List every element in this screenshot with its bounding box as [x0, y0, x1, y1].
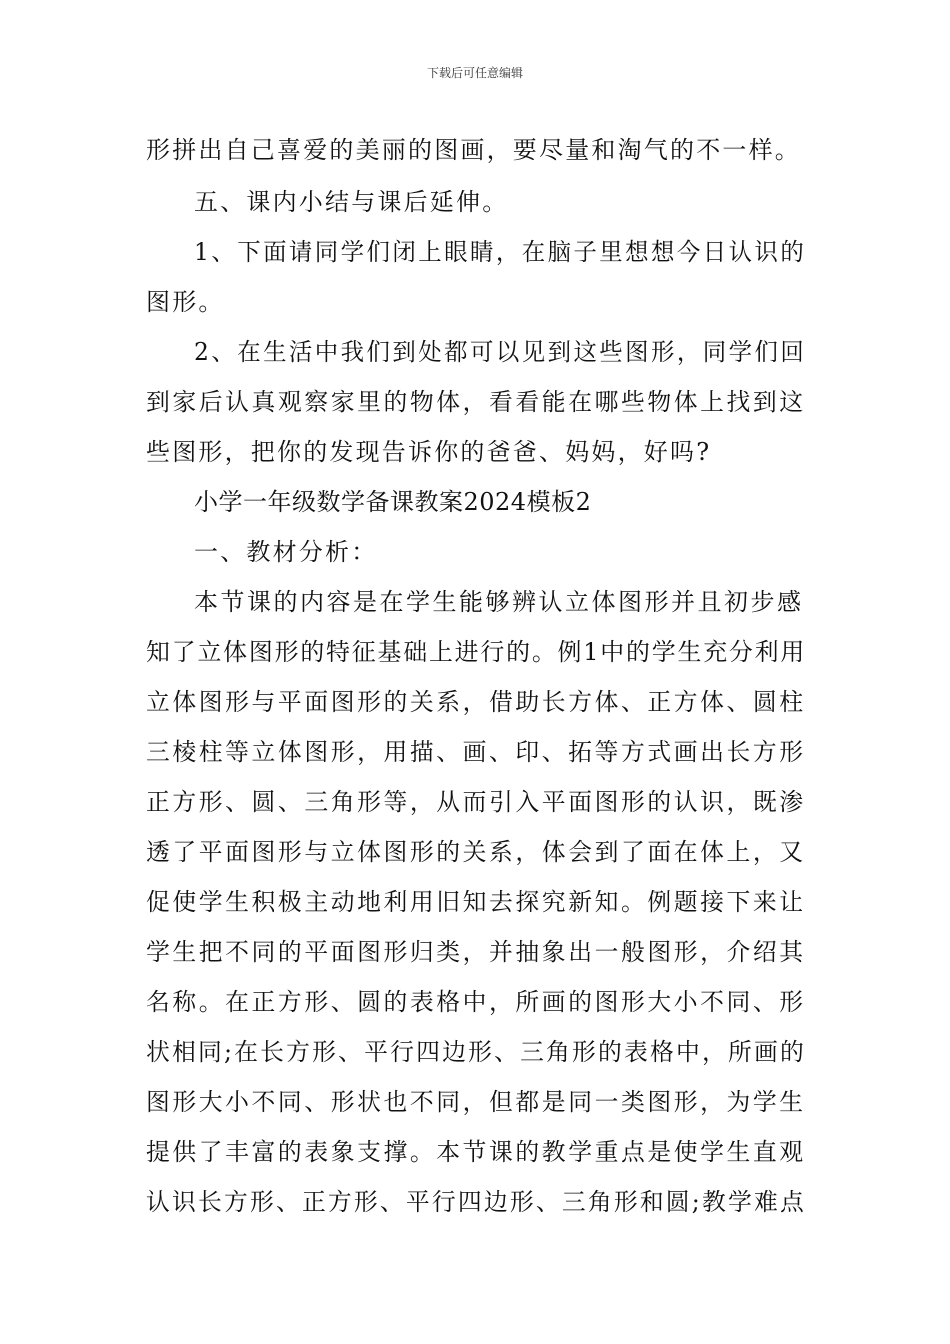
text-line: 提供了丰富的表象支撑。本节课的教学重点是使学生直观: [146, 1138, 806, 1166]
text-line: 图形大小不同、形状也不同，但都是同一类图形，为学生: [146, 1088, 806, 1116]
text-line: 名称。在正方形、圆的表格中，所画的图形大小不同、形: [146, 988, 806, 1016]
section-heading: 一、教材分析：: [194, 538, 378, 566]
text-line: 促使学生积极主动地利用旧知去探究新知。例题接下来让: [146, 888, 806, 916]
text-line: 些图形，把你的发现告诉你的爸爸、妈妈，好吗?: [146, 438, 712, 466]
page-header: 下载后可任意编辑: [426, 66, 523, 80]
text-line: 立体图形与平面图形的关系，借助长方体、正方体、圆柱: [146, 688, 806, 716]
text-line: 状相同;在长方形、平行四边形、三角形的表格中，所画的: [146, 1038, 806, 1066]
document-title: 小学一年级数学备课教案2024模板2: [194, 488, 592, 516]
text-line: 透了平面图形与立体图形的关系，体会到了面在体上，又: [146, 838, 806, 866]
text-line: 2、在生活中我们到处都可以见到这些图形，同学们回: [194, 338, 807, 366]
text-line: 知了立体图形的特征基础上进行的。例1中的学生充分利用: [146, 638, 807, 666]
text-line: 1、下面请同学们闭上眼睛，在脑子里想想今日认识的: [194, 238, 807, 266]
text-line: 认识长方形、正方形、平行四边形、三角形和圆;教学难点: [146, 1188, 806, 1216]
text-line: 图形。: [146, 288, 225, 316]
section-heading: 五、课内小结与课后延伸。: [194, 188, 509, 216]
text-line: 正方形、圆、三角形等，从而引入平面图形的认识，既渗: [146, 788, 806, 816]
text-line: 三棱柱等立体图形，用描、画、印、拓等方式画出长方形: [146, 738, 806, 766]
text-line: 形拼出自己喜爱的美丽的图画，要尽量和淘气的不一样。: [146, 136, 801, 164]
text-line: 学生把不同的平面图形归类，并抽象出一般图形，介绍其: [146, 938, 806, 966]
text-line: 本节课的内容是在学生能够辨认立体图形并且初步感: [194, 588, 804, 616]
text-line: 到家后认真观察家里的物体，看看能在哪些物体上找到这: [146, 388, 806, 416]
